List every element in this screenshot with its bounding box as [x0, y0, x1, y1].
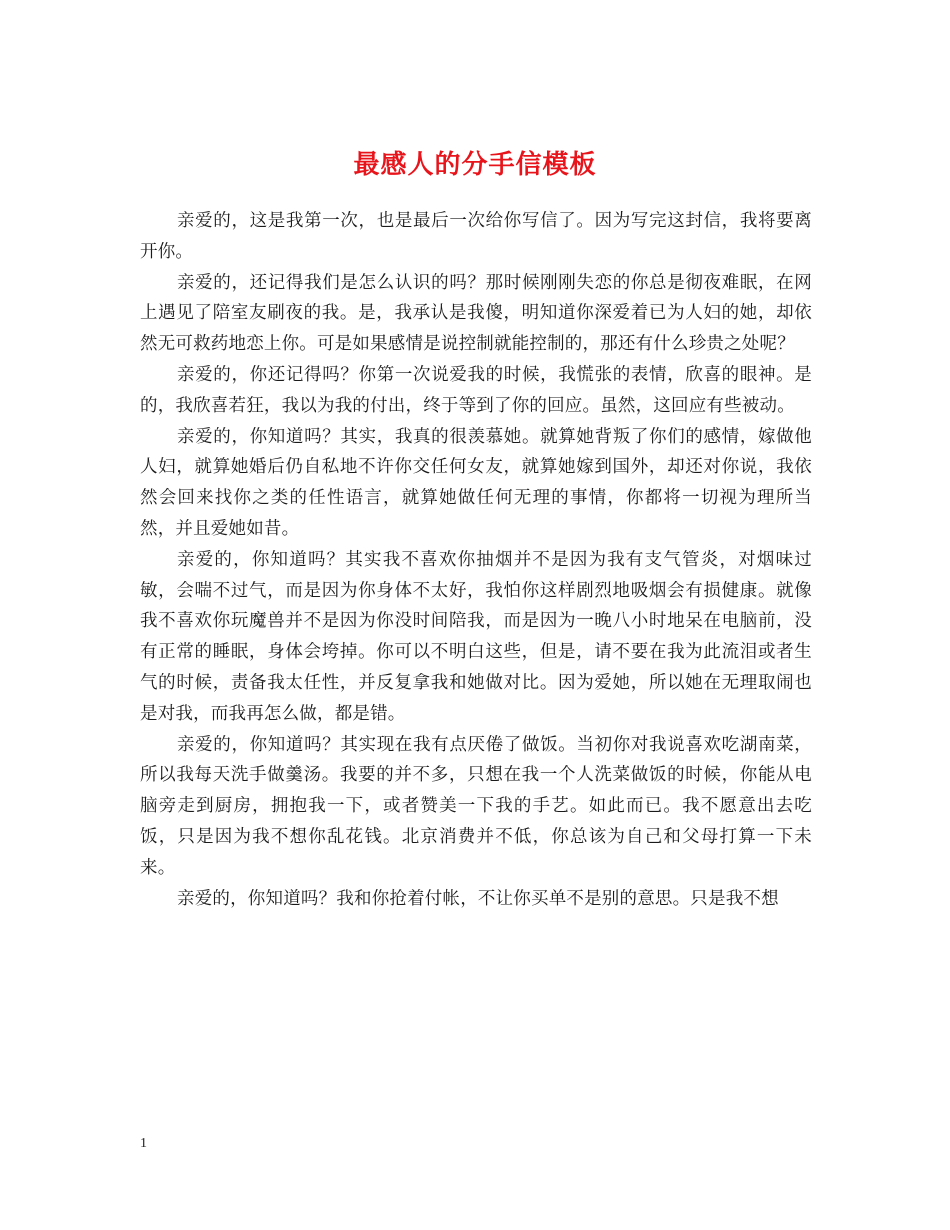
document-body [140, 206, 812, 914]
document-title: 最感人的分手信模板 [353, 150, 597, 181]
paragraph-4: 亲爱的，你知道吗？其实，我真的很羡慕她。就算她背叛了你们的感情，嫁做他人妇，就算她婚后仍自私地不许你交任何女友，就算她嫁到国外，却还对你说，我依然会回来找你之类的任性语言，就算她做任何无理的事情，你都将一切视为理所当然，并且爱她如昔。 [140, 426, 812, 539]
paragraph-7: 亲爱的，你知道吗？我和你抢着付帐，不让你买单不是别的意思。只是我不想 [177, 888, 779, 909]
paragraph-6: 亲爱的，你知道吗？其实现在我有点厌倦了做饭。当初你对我说喜欢吃湖南菜，所以我每天洗手做羹汤。我要的并不多，只想在我一个人洗菜做饭的时候，你能从电脑旁走到厨房，拥抱我一下，或者赞美一下我的手艺。如此而已。我不愿意出去吃饭，只是因为我不想你乱花钱。北京消费并不低，你总该为自己和父母打算一下未来。 [140, 734, 812, 878]
paragraph-2: 亲爱的，还记得我们是怎么认识的吗？那时候刚刚失恋的你总是彻夜难眠，在网上遇见了陪室友刷夜的我。是，我承认是我傻，明知道你深爱着已为人妇的她，却依然无可救药地恋上你。可是如果感情是说控制就能控制的，那还有什么珍贵之处呢？ [140, 272, 812, 355]
paragraph-3: 亲爱的，你还记得吗？你第一次说爱我的时候，我慌张的表情，欣喜的眼神。是的，我欣喜若狂，我以为我的付出，终于等到了你的回应。虽然，这回应有些被动。 [140, 364, 812, 416]
paragraph-1: 亲爱的，这是我第一次，也是最后一次给你写信了。因为写完这封信，我将要离开你。 [140, 211, 812, 262]
paragraph-5: 亲爱的，你知道吗？其实我不喜欢你抽烟并不是因为我有支气管炎，对烟味过敏，会喘不过气，而是因为你身体不太好，我怕你这样剧烈地吸烟会有损健康。就像我不喜欢你玩魔兽并不是因为你没时间陪我，而是因为一晚八小时地呆在电脑前，没有正常的睡眠，身体会垮掉。你可以不明白这些，但是，请不要在我为此流泪或者生气的时候，责备我太任性，并反复拿我和她做对比。因为爱她，所以她在无理取闹也是对我，而我再怎么做，都是错。 [140, 549, 812, 724]
page-number: 1 [140, 1136, 147, 1151]
